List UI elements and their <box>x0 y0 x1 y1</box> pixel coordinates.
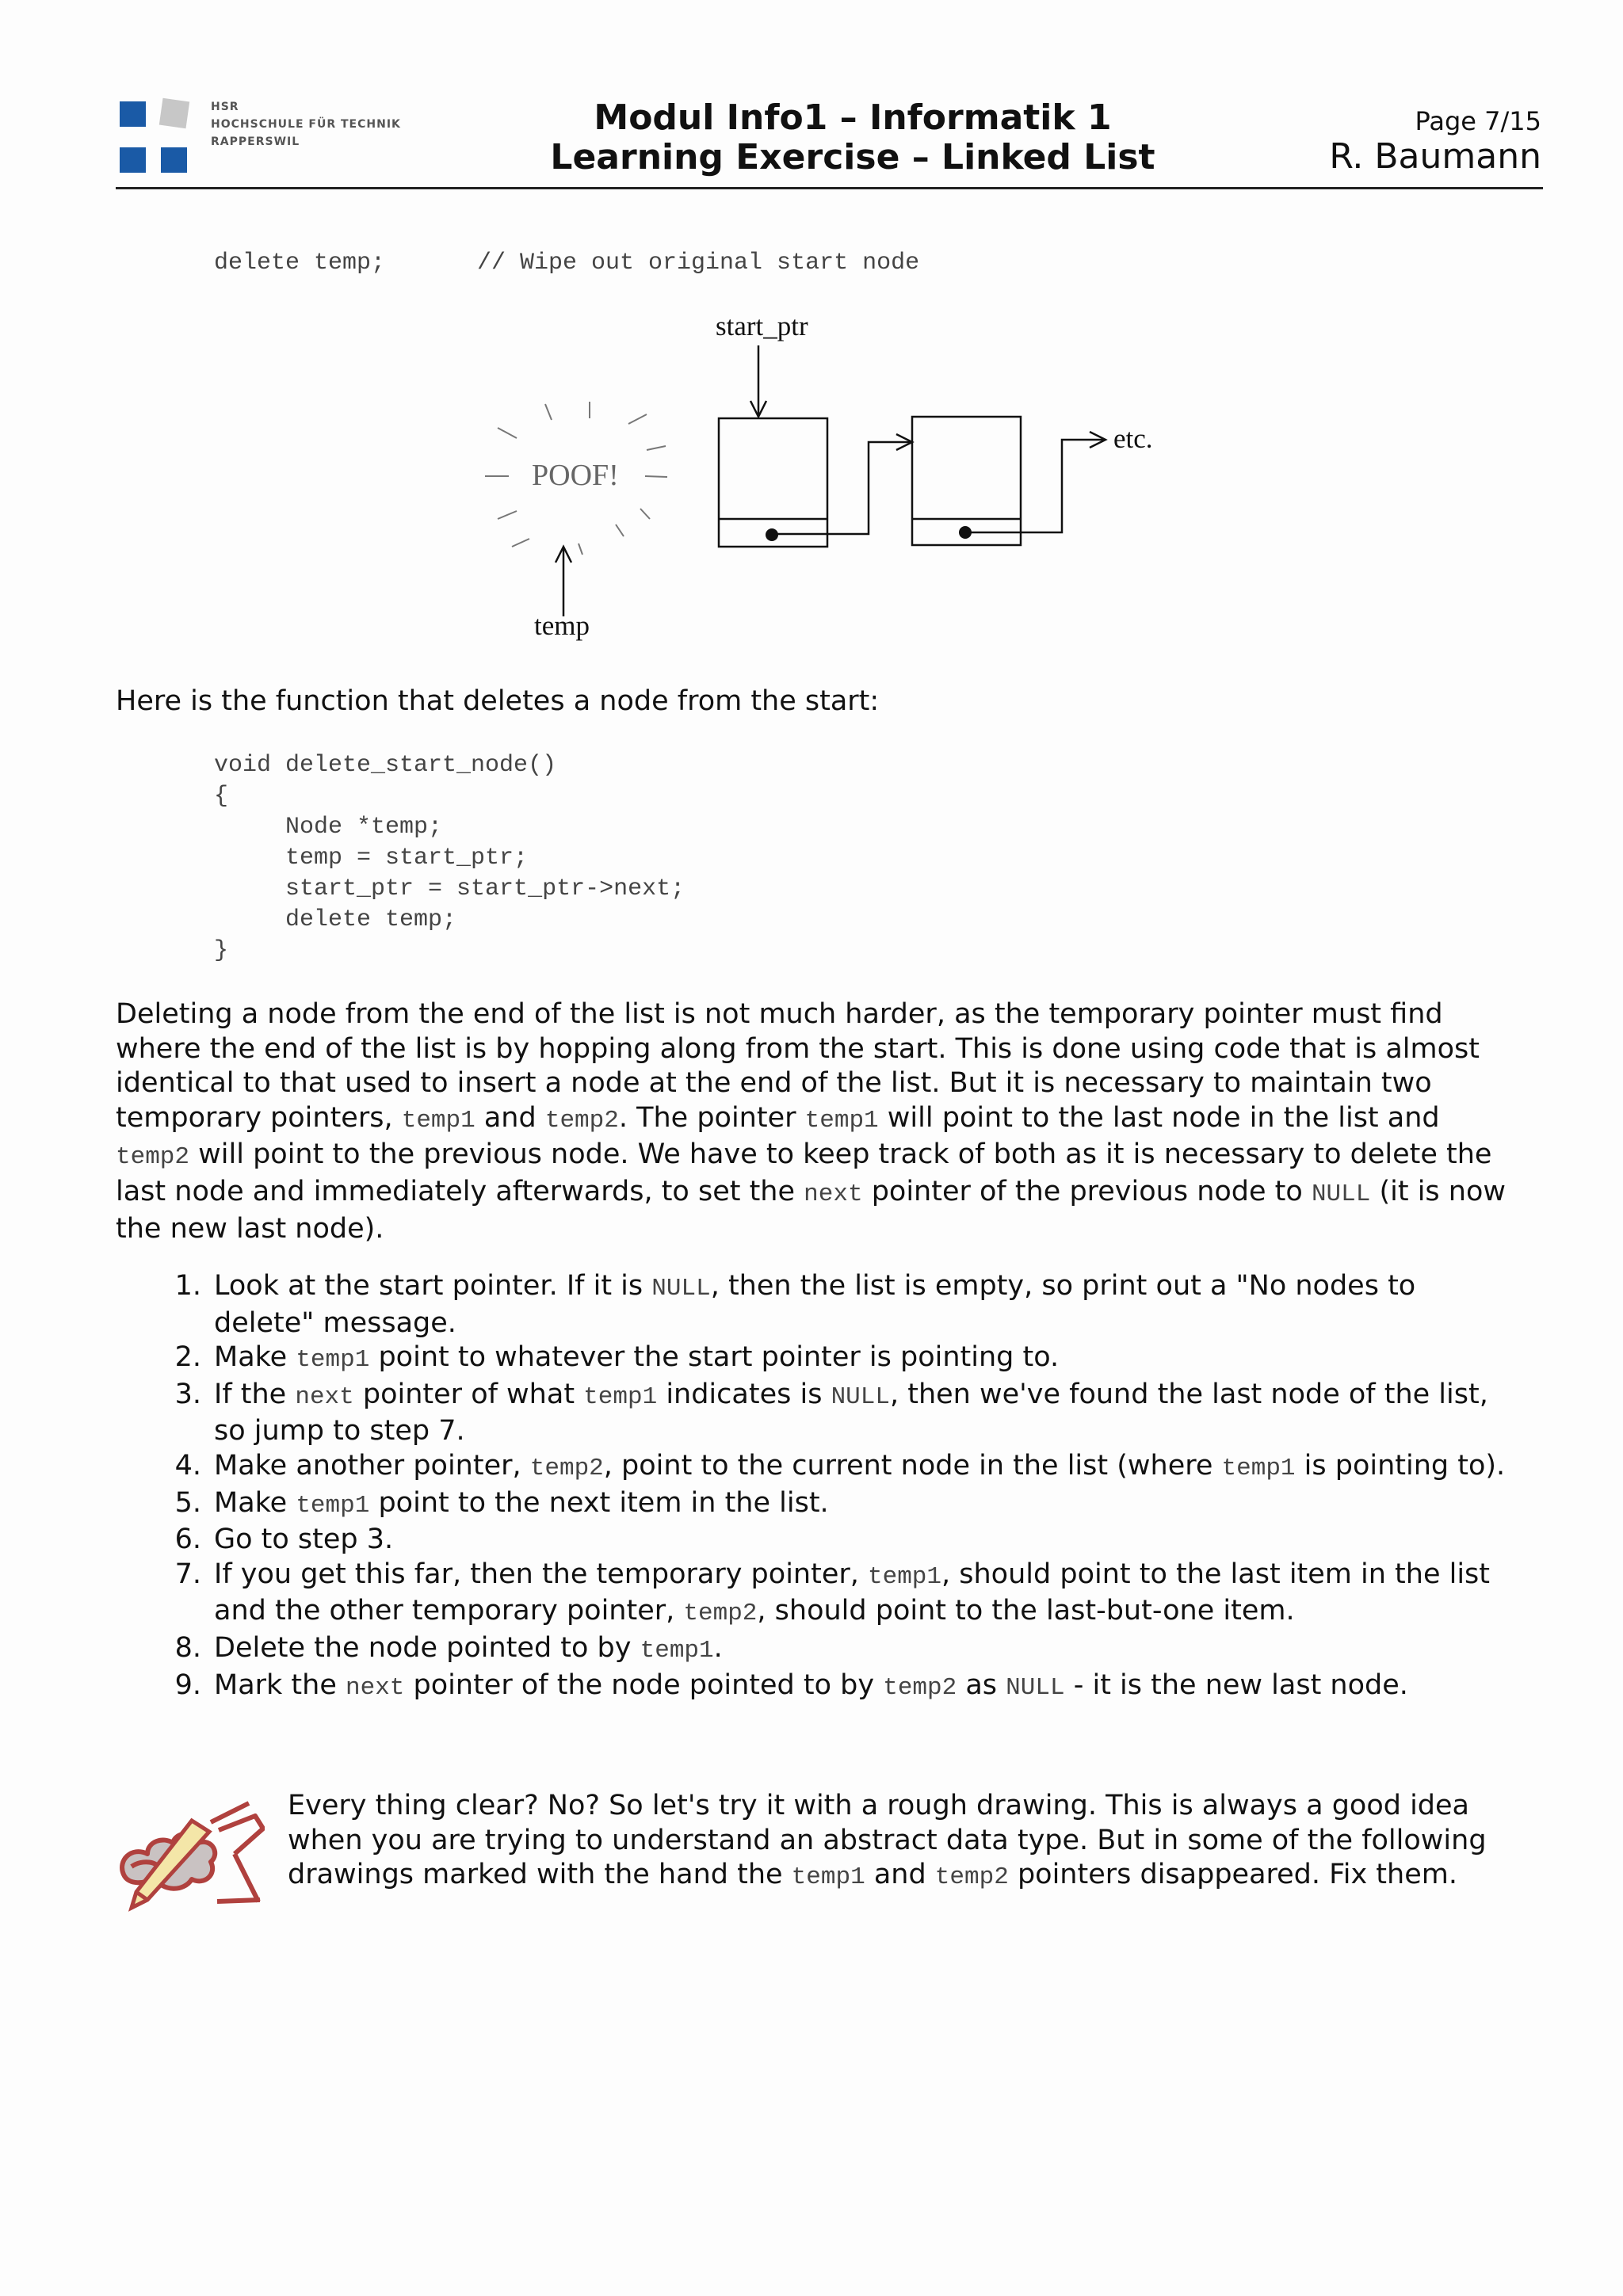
intro-text: Here is the function that deletes a node from the start: <box>116 685 880 717</box>
inline-code: temp1 <box>296 1491 370 1520</box>
list-number: 5. <box>174 1486 201 1519</box>
author: R. Baumann <box>1329 136 1541 177</box>
text-run: Deleting a node from the end of the list is not much harder, as the temporary pointer must find where the end of the list is by hopping along from the start. This is done using code that is almost identical to that used to insert a node at the end of the list. But it is necessary to maintain two temporary pointers, <box>116 998 1480 1134</box>
text-run: , then we've found the last node of the list, so jump to step 7. <box>214 1378 1488 1447</box>
inline-code: NULL <box>1311 1180 1371 1208</box>
list-number: 9. <box>174 1669 201 1701</box>
exercise-note <box>288 1789 1508 1895</box>
node-1 <box>719 418 827 547</box>
inline-code: next <box>804 1180 863 1208</box>
text-run: pointers disappeared. Fix them. <box>1008 1859 1457 1891</box>
text-run: (it is now the new last node). <box>116 1175 1507 1245</box>
text-run: and <box>475 1101 545 1134</box>
code-line: void delete_start_node() <box>214 752 557 779</box>
code-line: } <box>214 937 229 964</box>
text-run: is pointing to). <box>1295 1449 1506 1482</box>
inline-code: temp2 <box>116 1143 190 1172</box>
text-run: Make <box>214 1341 296 1374</box>
inline-code: NULL <box>831 1383 890 1411</box>
text-run: , should point to the last item in the list and the other temporary pointer, <box>214 1558 1491 1627</box>
node-pointer-dot <box>959 526 972 539</box>
text-run: - it is the new last node. <box>1064 1669 1408 1701</box>
etc-label: etc. <box>1113 423 1153 454</box>
list-item <box>174 1378 1514 1449</box>
inline-code: next <box>346 1673 405 1702</box>
text-run: If you get this far, then the temporary pointer, <box>214 1558 868 1590</box>
delete-comment: // Wipe out original start node <box>477 250 920 277</box>
list-number: 2. <box>174 1341 201 1374</box>
inline-code: next <box>295 1383 354 1411</box>
course-title: Modul Info1 – Informatik 1 <box>594 97 1112 138</box>
function-code <box>214 750 685 967</box>
text-run: pointer of what <box>353 1378 584 1410</box>
list-number: 4. <box>174 1449 201 1482</box>
code-line: { <box>214 783 229 810</box>
list-item <box>174 1449 1514 1486</box>
inline-code: temp1 <box>640 1636 714 1665</box>
node-pointer-dot <box>766 528 778 541</box>
list-number: 6. <box>174 1524 201 1556</box>
text-run: Make another pointer, <box>214 1449 530 1482</box>
text-run: Every thing clear? No? So let's try it with a rough drawing. This is always a good idea when you are trying to understand an abstract data type. But in some of the following drawings marked with the hand the <box>288 1790 1487 1891</box>
list-item <box>174 1486 1514 1524</box>
text-run: as <box>957 1669 1006 1701</box>
steps-list <box>174 1269 1514 1705</box>
text-run: , point to the current node in the list (where <box>603 1449 1222 1482</box>
node-2 <box>912 417 1021 545</box>
text-run: will point to the previous node. We have to keep track of both as it is necessary to delete the last node and immediately afterwards, to set the <box>116 1138 1492 1207</box>
list-number: 8. <box>174 1631 201 1664</box>
text-run: indicates is <box>657 1378 831 1410</box>
list-number: 7. <box>174 1558 201 1590</box>
text-run: will point to the last node in the list and <box>878 1101 1440 1134</box>
text-run: Delete the node pointed to by <box>214 1631 640 1664</box>
inline-code: temp2 <box>934 1863 1009 1892</box>
text-run: point to whatever the start pointer is pointing to. <box>369 1341 1060 1374</box>
code-line: start_ptr = start_ptr->next; <box>214 875 685 902</box>
delete-statement: delete temp; <box>214 250 386 277</box>
text-run: and <box>865 1859 935 1891</box>
inline-code: NULL <box>1006 1673 1065 1702</box>
link-arrow <box>773 442 912 534</box>
temp-label: temp <box>534 610 590 641</box>
text-run: Mark the <box>214 1669 346 1701</box>
inline-code: temp1 <box>804 1106 879 1135</box>
inline-code: temp1 <box>868 1562 942 1591</box>
hand-pencil-icon <box>116 1798 265 1913</box>
inline-code: temp1 <box>1221 1454 1296 1482</box>
start-ptr-label: start_ptr <box>716 311 808 341</box>
text-run: Go to step 3. <box>214 1524 394 1556</box>
text-run: If the <box>214 1378 296 1410</box>
code-line: delete temp; <box>214 906 457 933</box>
inline-code: NULL <box>651 1275 711 1302</box>
list-item <box>174 1558 1514 1631</box>
inline-code: temp1 <box>296 1346 370 1375</box>
text-run: . The pointer <box>618 1101 805 1134</box>
text-run: . <box>713 1631 723 1664</box>
text-run: point to the next item in the list. <box>369 1486 829 1519</box>
explanation-paragraph <box>116 997 1510 1246</box>
logo-line: HSR <box>211 101 239 113</box>
poof-label: POOF! <box>532 459 619 492</box>
inline-code: temp2 <box>544 1106 619 1135</box>
list-item <box>174 1269 1514 1341</box>
logo-line: RAPPERSWIL <box>211 135 300 148</box>
text-run: , then the list is empty, so print out a "No nodes to delete" message. <box>214 1270 1416 1339</box>
inline-code: temp2 <box>683 1600 758 1628</box>
text-run: Look at the start pointer. If it is <box>214 1270 652 1302</box>
inline-code: temp1 <box>401 1106 475 1135</box>
text-run: pointer of the node pointed to by <box>404 1669 884 1701</box>
page-number: Page 7/15 <box>1415 106 1541 136</box>
code-line: Node *temp; <box>214 814 443 841</box>
inline-code: temp1 <box>791 1863 865 1892</box>
list-number: 3. <box>174 1378 201 1410</box>
list-number: 1. <box>174 1270 201 1302</box>
inline-code: temp2 <box>529 1454 604 1482</box>
text-run: pointer of the previous node to <box>862 1175 1312 1207</box>
list-item <box>174 1341 1514 1378</box>
text-run: Make <box>214 1486 296 1519</box>
exercise-title: Learning Exercise – Linked List <box>550 137 1155 177</box>
inline-code: temp2 <box>883 1673 957 1702</box>
code-line: temp = start_ptr; <box>214 845 529 871</box>
linked-list-diagram <box>0 0 1623 713</box>
list-item <box>174 1669 1514 1706</box>
inline-code: temp1 <box>583 1383 658 1411</box>
text-run: , should point to the last-but-one item. <box>757 1595 1295 1627</box>
logo-line: HOCHSCHULE FÜR TECHNIK <box>211 118 401 131</box>
list-item <box>174 1631 1514 1669</box>
list-item <box>174 1523 1514 1558</box>
